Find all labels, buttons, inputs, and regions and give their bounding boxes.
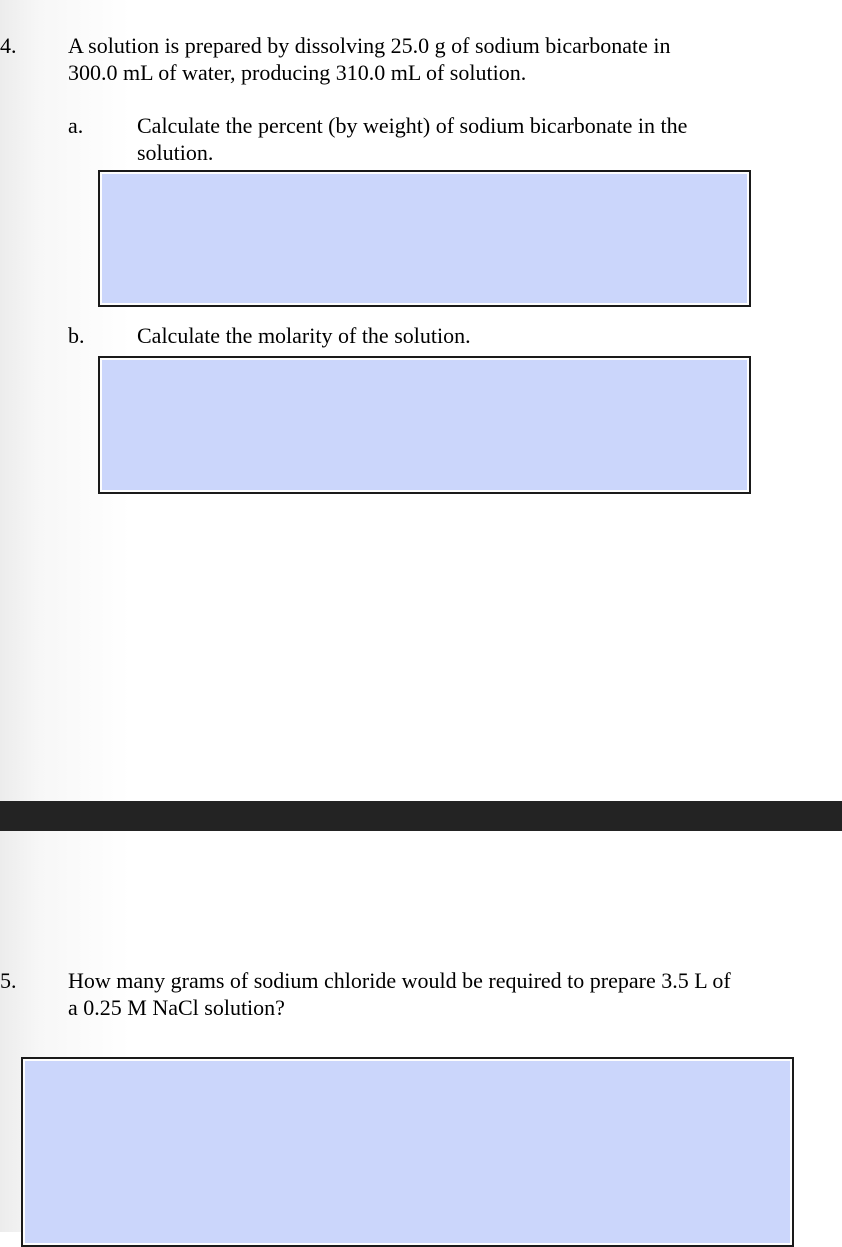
question-4-text-line-2: 300.0 mL of water, producing 310.0 mL of solution. (68, 60, 527, 85)
part-b-letter: b. (68, 323, 85, 348)
question-5-text-line-2: a 0.25 M NaCl solution? (68, 995, 285, 1020)
part-a-letter: a. (68, 113, 84, 138)
part-b-text-line-1: Calculate the molarity of the solution. (137, 323, 471, 348)
answer-box-5[interactable] (21, 1057, 794, 1247)
question-4-text-line-1: A solution is prepared by dissolving 25.0 g of sodium bicarbonate in (68, 33, 671, 58)
question-5-number: 5. (0, 968, 17, 993)
part-a-text-line-2: solution. (137, 140, 214, 165)
page-divider-bar (0, 801, 842, 831)
answer-box-4b[interactable] (98, 356, 751, 494)
answer-box-4b-fill (102, 360, 747, 490)
answer-box-5-fill (25, 1061, 790, 1243)
part-a-text-line-1: Calculate the percent (by weight) of sodium bicarbonate in the (137, 113, 688, 138)
question-4-number: 4. (0, 33, 17, 58)
page-bottom (0, 831, 842, 1232)
answer-box-4a[interactable] (98, 170, 751, 307)
question-5-text-line-1: How many grams of sodium chloride would be required to prepare 3.5 L of (68, 968, 731, 993)
answer-box-4a-fill (102, 174, 747, 303)
